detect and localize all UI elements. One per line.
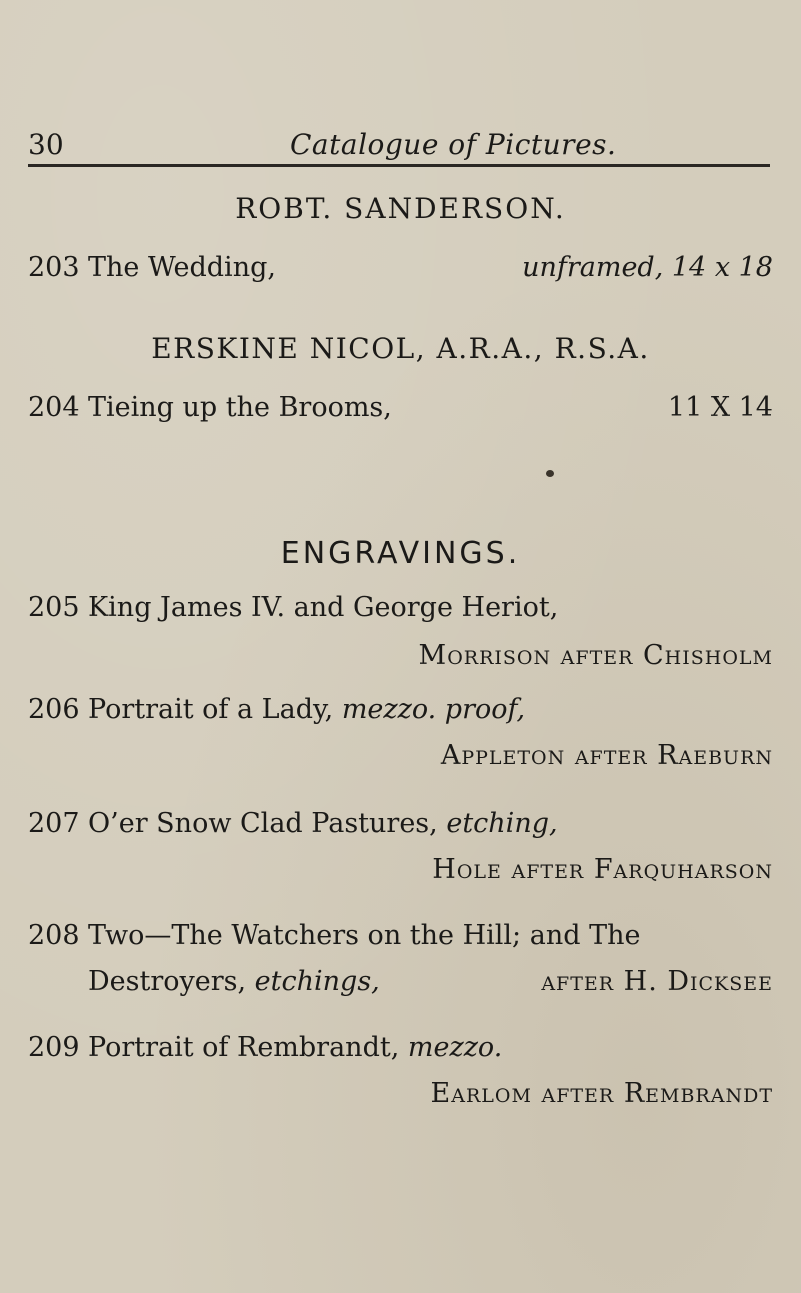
entry-title: O’er Snow Clad Pastures,	[88, 808, 438, 839]
catalogue-entry-203	[28, 252, 773, 292]
entry-number: 204	[28, 392, 80, 423]
entry-attribution: Hole after Farquharson	[432, 854, 773, 885]
entry-title: Two—The Watchers on the Hill; and The	[88, 920, 641, 951]
catalogue-entry-208	[28, 920, 773, 1010]
entry-attribution: Earlom after Rembrandt	[430, 1078, 773, 1109]
entry-medium: mezzo.	[407, 1032, 503, 1063]
page-number: 30	[28, 128, 64, 161]
entry-number: 203	[28, 252, 80, 283]
entry-attribution: Morrison after Chisholm	[418, 640, 773, 671]
catalogue-entry-205	[28, 592, 773, 682]
entry-number: 207	[28, 808, 80, 839]
entry-title: Portrait of Rembrandt,	[88, 1032, 400, 1063]
entry-dimensions: unframed, 14 x 18	[522, 252, 773, 283]
entry-title-line	[88, 808, 558, 839]
entry-title-line	[88, 1032, 502, 1063]
entry-title-continuation	[88, 966, 380, 997]
running-head	[28, 128, 768, 168]
entry-medium: etching,	[446, 808, 558, 839]
catalogue-entry-209	[28, 1032, 773, 1122]
entry-title: Portrait of a Lady,	[88, 694, 334, 725]
entry-title: Tieing up the Brooms,	[88, 392, 392, 423]
catalogue-entry-207	[28, 808, 773, 898]
entry-attribution: after H. Dicksee	[541, 966, 773, 997]
entry-title: The Wedding,	[88, 252, 276, 283]
artist-heading-nicol: ERSKINE NICOL, A.R.A., R.S.A.	[151, 332, 650, 365]
section-heading-engravings: ENGRAVINGS.	[280, 536, 521, 571]
artist-heading-sanderson: ROBT. SANDERSON.	[235, 192, 566, 225]
entry-number: 205	[28, 592, 80, 623]
catalogue-entry-206	[28, 694, 773, 784]
entry-medium: mezzo. proof,	[341, 694, 526, 725]
entry-title-line	[88, 694, 525, 725]
entry-number: 209	[28, 1032, 80, 1063]
entry-dimensions: 11 X 14	[667, 392, 773, 423]
entry-attribution: Appleton after Raeburn	[440, 740, 773, 771]
header-rule	[28, 164, 770, 167]
entry-number: 206	[28, 694, 80, 725]
catalogue-entry-204	[28, 392, 773, 432]
entry-title-line-2: Destroyers,	[88, 966, 247, 997]
running-title: Catalogue of Pictures.	[290, 128, 617, 161]
paper-spot	[546, 470, 554, 477]
entry-title: King James IV. and George Heriot,	[88, 592, 559, 623]
entry-medium: etchings,	[254, 966, 380, 997]
entry-number: 208	[28, 920, 80, 951]
